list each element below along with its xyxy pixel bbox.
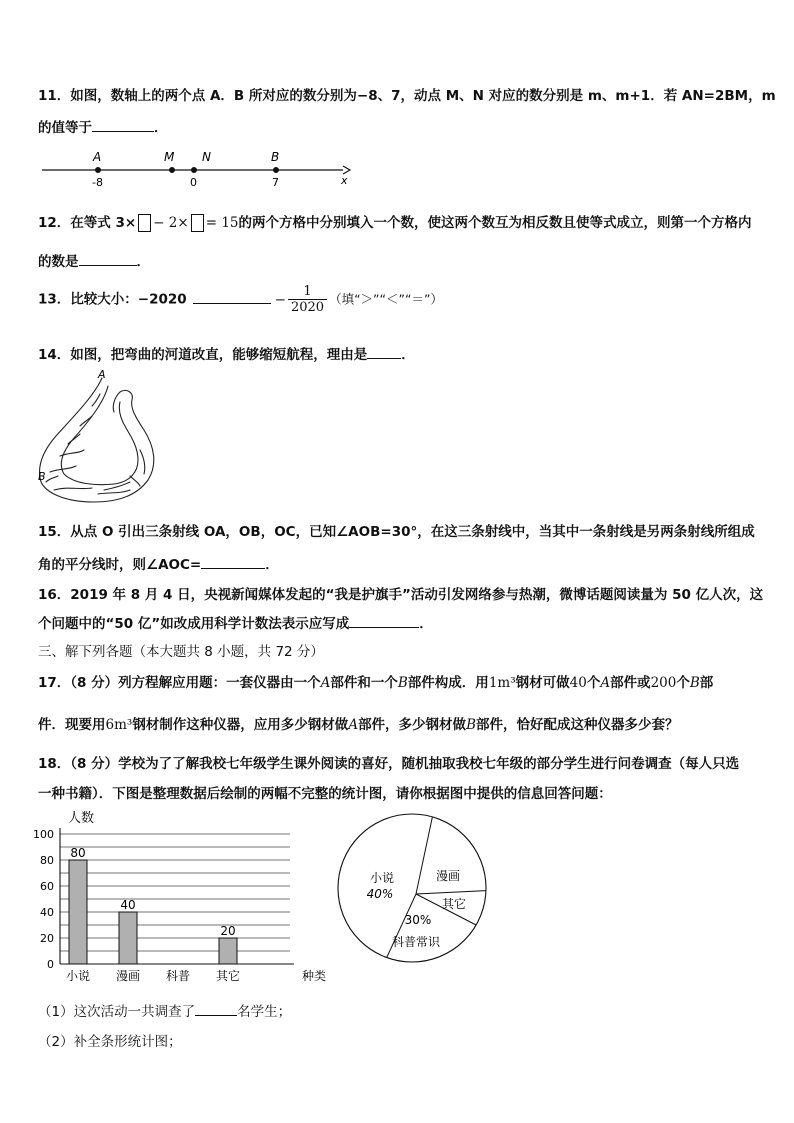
pie-slice-border xyxy=(416,891,486,894)
q17-text: 钢材可做 xyxy=(515,675,570,691)
x-tick-label: 漫画 xyxy=(115,969,141,983)
q11-line1: 11．如图，数轴上的两个点 A．B 所对应的数分别为−8、7，动点 M、N 对应的数分别是 m、m+1．若 AN=2BM，m xyxy=(38,88,776,104)
q17-text: 部件构成．用 xyxy=(407,675,489,691)
q14-text: 14．如图，把弯曲的河道改直，能够缩短航程，理由是 xyxy=(38,347,368,363)
answer-blank[interactable] xyxy=(195,1001,237,1016)
q17-line1 xyxy=(38,671,713,691)
q12-suffix: 的两个方格中分别填入一个数，使这两个数互为相反数且使等式成立，则第一个方格内 xyxy=(238,215,752,231)
river-label-b: B xyxy=(38,470,46,483)
y-tick-label: 60 xyxy=(40,880,54,893)
y-axis-title: 人数 xyxy=(68,811,95,826)
q11-suffix: ． xyxy=(154,120,168,136)
bar-data-label: 40 xyxy=(120,898,136,912)
q17-line2 xyxy=(38,713,678,733)
bar-data-label: 80 xyxy=(70,846,86,860)
bar xyxy=(119,912,137,964)
q17-text: 部件或 xyxy=(610,675,651,691)
var-b: B xyxy=(466,717,476,733)
unit-m3: 6m³ xyxy=(105,717,133,733)
bar-chart xyxy=(30,808,340,988)
q15-suffix: ． xyxy=(265,557,279,573)
q12-line1 xyxy=(38,211,752,232)
q11-prefix: 的值等于 xyxy=(38,120,92,136)
q18-sub1 xyxy=(38,1000,291,1020)
q13-line xyxy=(38,284,443,315)
fraction-numerator: 1 xyxy=(288,284,327,300)
pie-slice-label: 其它 xyxy=(441,897,467,911)
q18-sub1-prefix: （1）这次活动一共调查了 xyxy=(38,1004,196,1020)
q17-text: 17．（8 分）列方程解应用题：一套仪器由一个 xyxy=(38,675,321,691)
var-b: B xyxy=(689,675,700,691)
bar xyxy=(69,860,87,964)
pie-slice-border xyxy=(416,817,432,894)
pie-slice-percent: 30% xyxy=(404,913,432,927)
q17-text: 个 xyxy=(676,675,690,691)
q13-prefix: 13．比较大小：−2020 xyxy=(38,291,187,308)
q13-minus: − xyxy=(274,291,286,308)
q16-line2 xyxy=(38,612,433,632)
number-line xyxy=(38,146,358,190)
section-heading: 三、解下列各题（本大题共 8 小题，共 72 分） xyxy=(38,644,324,660)
tick-7: 7 xyxy=(272,176,279,189)
bar xyxy=(219,938,237,964)
q18-sub2: （2）补全条形统计图； xyxy=(38,1034,182,1050)
x-tick-label: 其它 xyxy=(215,969,241,983)
num-40: 40 xyxy=(569,675,587,691)
answer-blank[interactable] xyxy=(349,613,419,628)
q17-text: 件．现要用 xyxy=(38,717,106,733)
river-figure xyxy=(34,366,164,516)
q15-line2 xyxy=(38,553,279,573)
label-n: N xyxy=(202,150,211,164)
q18-line2: 一种书籍）．下图是整理数据后绘制的两幅不完整的统计图，请你根据图中提供的信息回答问题： xyxy=(38,786,612,802)
q15-prefix: 角的平分线时，则∠AOC= xyxy=(38,557,202,573)
bar-data-label: 20 xyxy=(220,924,236,938)
tick-0: 0 xyxy=(190,176,197,189)
axis-label-x: x xyxy=(341,174,348,187)
answer-blank[interactable] xyxy=(193,289,271,304)
answer-blank[interactable] xyxy=(367,344,401,359)
point-a xyxy=(95,167,101,173)
q12-prefix: 12．在等式 3× xyxy=(38,215,137,231)
q12-line2-prefix: 的数是 xyxy=(38,254,79,270)
q11-line2 xyxy=(38,116,168,136)
q12-eq: = 15 xyxy=(205,215,239,231)
q12-mid: − 2× xyxy=(153,215,189,231)
q18-line1: 18．（8 分）学校为了了解我校七年级学生课外阅读的喜好，随机抽取我校七年级的部分学生进行问卷调查（每人只选 xyxy=(38,756,740,772)
pie-slice-label: 漫画 xyxy=(435,869,461,883)
q14-line xyxy=(38,343,415,363)
q16-suffix: ． xyxy=(419,616,433,632)
q17-text: 个 xyxy=(586,675,601,691)
y-tick-label: 80 xyxy=(40,854,54,867)
river-label-a: A xyxy=(98,368,106,381)
q12-line2 xyxy=(38,250,150,270)
second-box[interactable] xyxy=(191,214,204,232)
number-line-arrow xyxy=(343,166,350,174)
q14-suffix: ． xyxy=(401,347,415,363)
q12-line2-suffix: ． xyxy=(136,254,150,270)
answer-blank[interactable] xyxy=(79,251,137,266)
tick-neg8: -8 xyxy=(92,176,103,189)
q16-line1: 16．2019 年 8 月 4 日，央视新闻媒体发起的“我是护旗手”活动引发网络参与热潮，微博话题阅读量为 50 亿人次，这 xyxy=(38,587,764,603)
x-tick-label: 科普 xyxy=(165,969,191,983)
answer-blank[interactable] xyxy=(92,117,154,132)
y-tick-label: 20 xyxy=(40,932,54,945)
q17-text: 部件，恰好配成这种仪器多少套？ xyxy=(475,717,679,733)
unit-m3: 1m³ xyxy=(488,675,516,691)
var-b: B xyxy=(397,675,408,691)
label-m: M xyxy=(164,150,175,164)
y-tick-label: 40 xyxy=(40,906,54,919)
num-200: 200 xyxy=(650,675,677,691)
q17-text: 钢材制作这种仪器，应用多少钢材做 xyxy=(132,717,349,733)
q18-sub1-suffix: 名学生； xyxy=(237,1004,292,1020)
point-m xyxy=(169,167,175,173)
q17-text: 部件和一个 xyxy=(330,675,398,691)
y-tick-label: 0 xyxy=(47,958,54,971)
fraction-denominator: 2020 xyxy=(290,300,325,315)
label-b: B xyxy=(271,150,280,164)
q17-text: 部 xyxy=(699,675,714,691)
var-a: A xyxy=(600,675,611,691)
pie-slice-label: 小说 xyxy=(369,871,395,885)
var-a: A xyxy=(320,675,331,691)
q15-line1: 15．从点 O 引出三条射线 OA，OB，OC，已知∠AOB=30°，在这三条射线中，当其中一条射线是另两条射线所组成 xyxy=(38,524,755,540)
fraction xyxy=(288,284,327,315)
q17-text: 部件，多少钢材做 xyxy=(358,717,467,733)
point-n xyxy=(191,167,197,173)
answer-blank[interactable] xyxy=(201,554,265,569)
first-box[interactable] xyxy=(138,214,151,232)
pie-slice-label: 科普常识 xyxy=(391,935,441,949)
y-tick-label: 100 xyxy=(33,828,54,841)
q16-prefix: 个问题中的“50 亿”如改成用科学计数法表示应写成 xyxy=(38,616,350,632)
x-tick-label: 小说 xyxy=(65,969,91,983)
pie-slice-percent: 40% xyxy=(366,887,394,901)
q13-hint: （填“＞”“＜”“＝”） xyxy=(329,291,443,307)
point-b xyxy=(273,167,279,173)
label-a: A xyxy=(93,150,102,164)
pie-chart xyxy=(336,812,496,972)
x-axis-title: 种类 xyxy=(302,969,327,983)
var-a: A xyxy=(348,717,359,733)
